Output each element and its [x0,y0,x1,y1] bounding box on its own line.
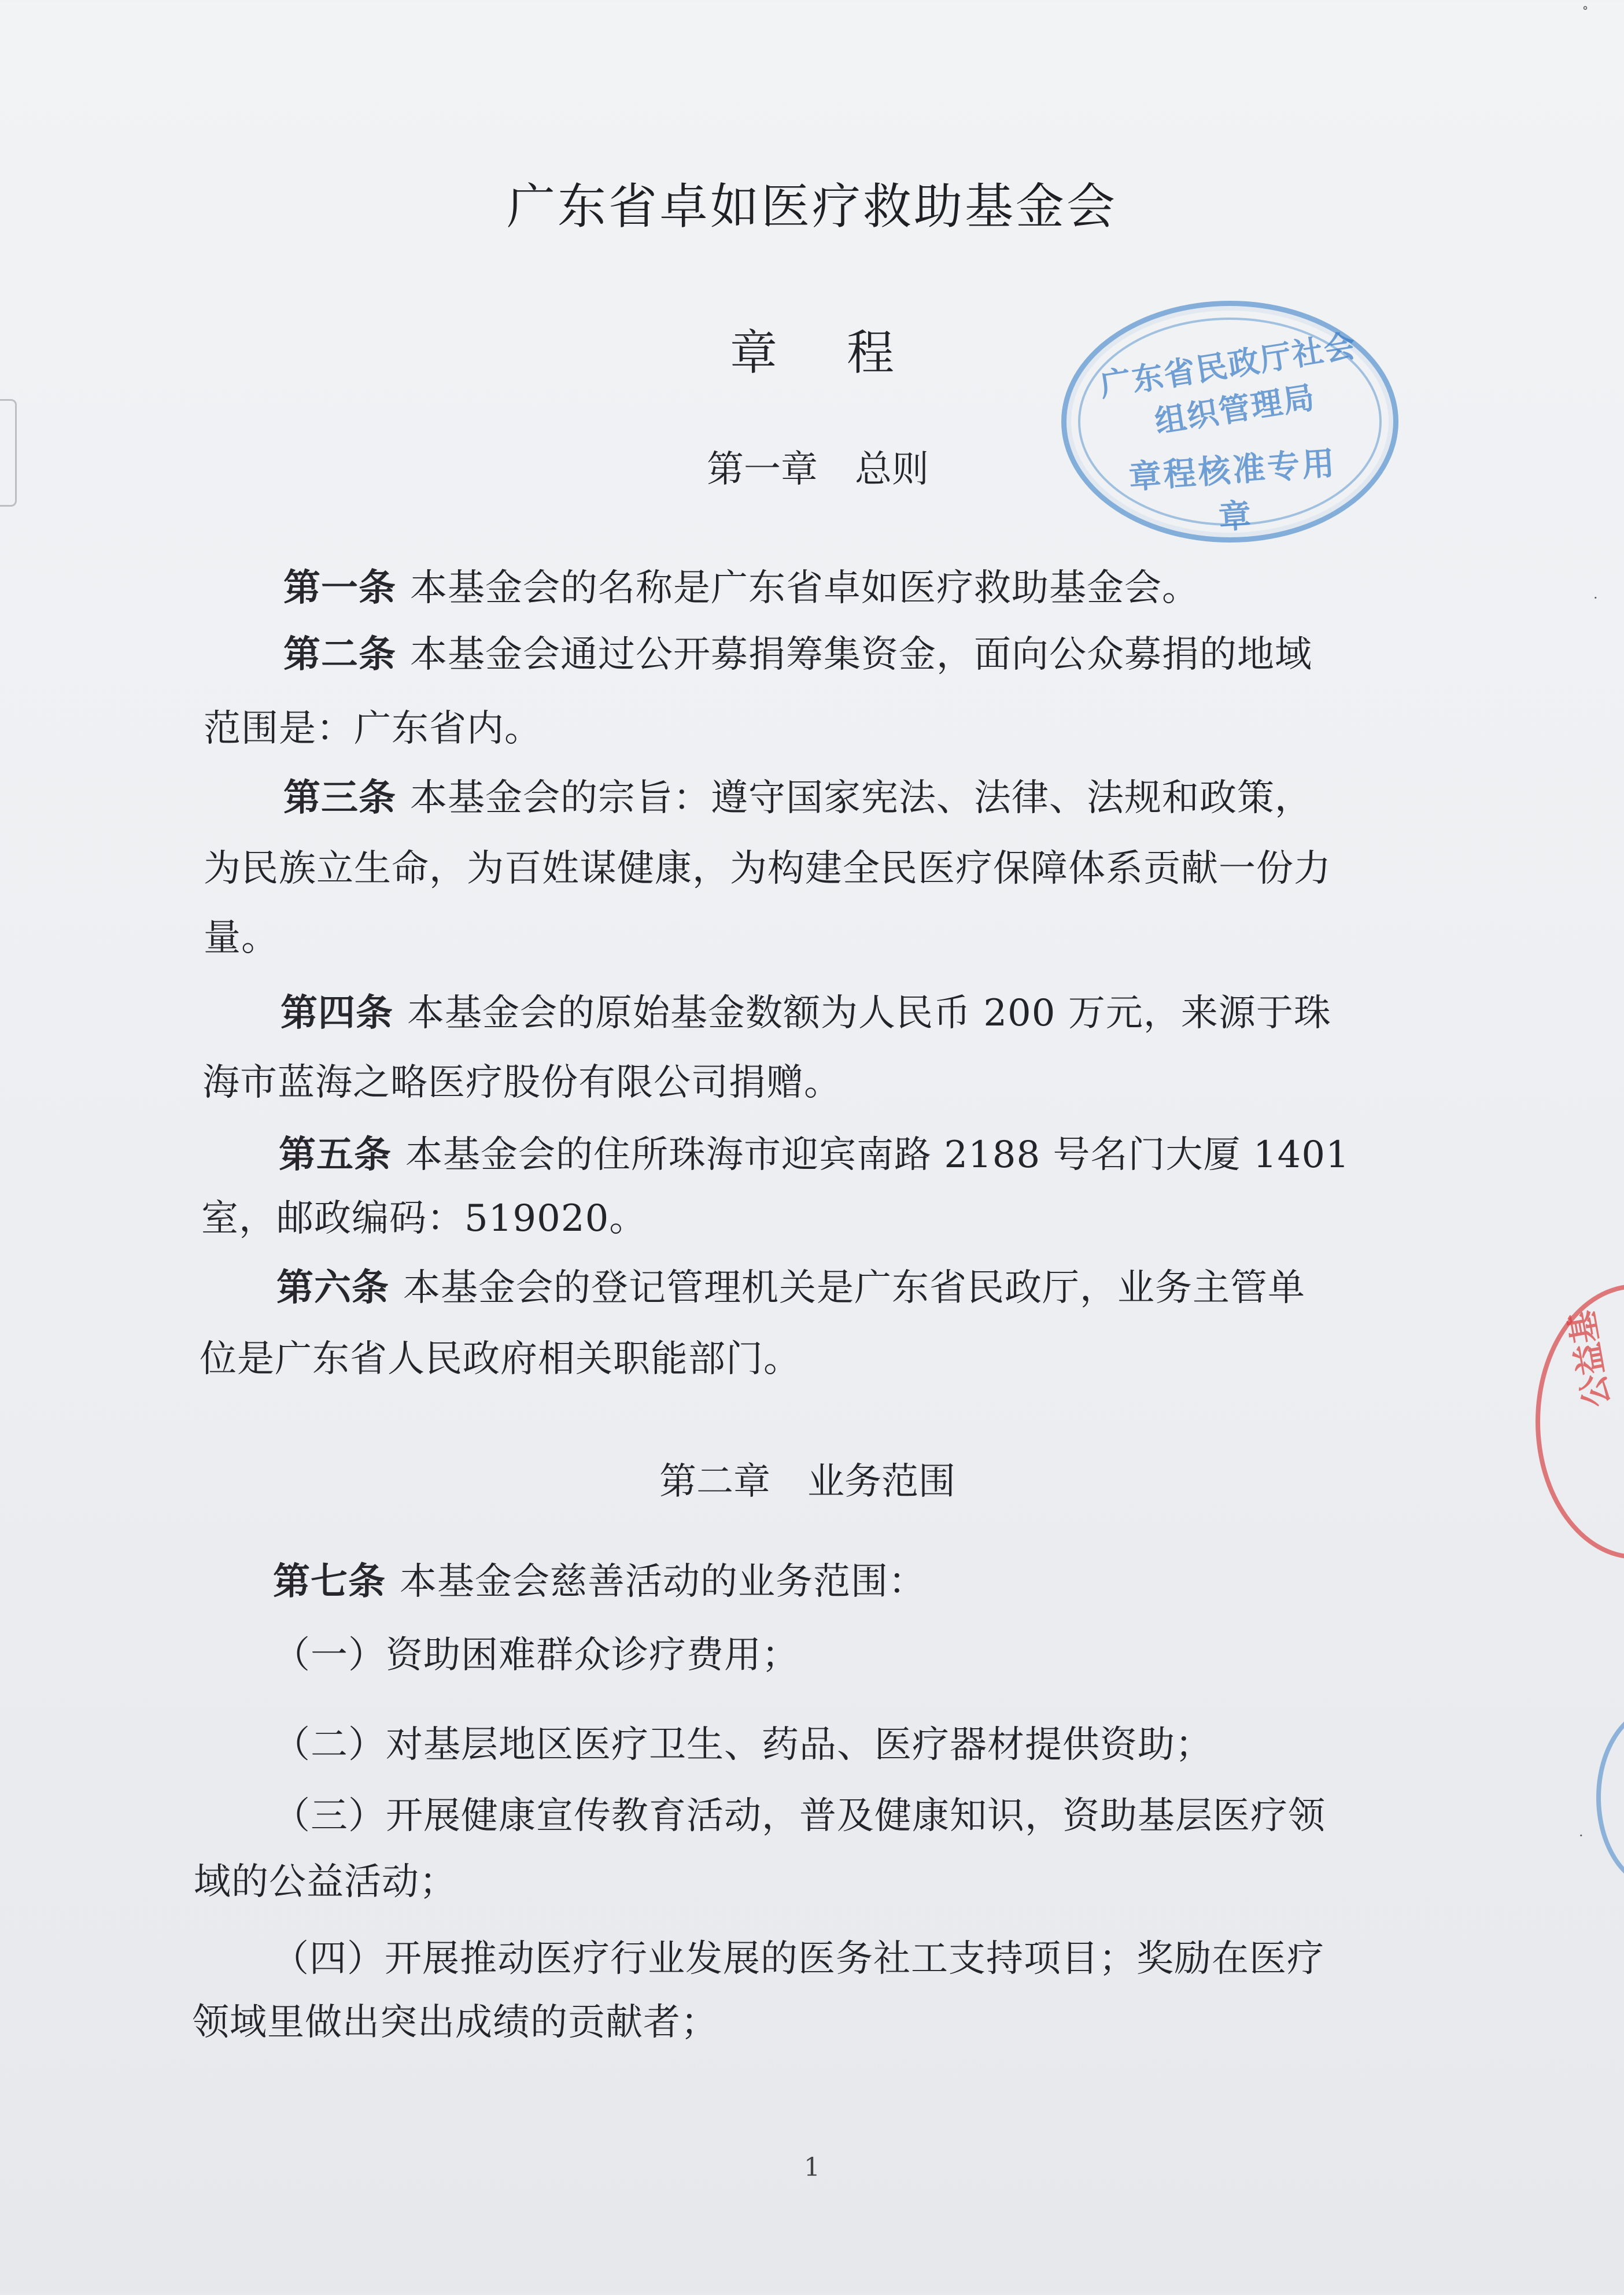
article-4 [280,992,1331,1035]
article-label: 第三条 [283,777,396,820]
approval-stamp [1061,301,1398,543]
scope-item-1: （一）资助困难群众诊疗费用； [273,1634,799,1677]
document-subtitle: 章程 [729,326,964,381]
article-text: 本基金会慈善活动的业务范围： [400,1560,926,1603]
article-5-cont: 室，邮政编码：519020。 [201,1197,647,1240]
binder-hole-mark [0,399,17,507]
article-text: 本基金会通过公开募捐筹集资金，面向公众募捐的地域 [410,633,1312,676]
scope-item-4-cont: 领域里做出突出成绩的贡献者； [192,2001,718,2044]
corner-mark: ˚ [1582,6,1589,22]
scope-item-4: （四）开展推动医疗行业发展的医务社工支持项目；奖励在医疗 [272,1938,1324,1980]
article-text: 本基金会的登记管理机关是广东省民政厅，业务主管单 [403,1267,1305,1309]
article-label: 第一条 [283,567,396,610]
document-title: 广东省卓如医疗救助基金会 [506,178,1117,235]
article-1 [283,567,1199,610]
article-7 [273,1560,926,1603]
scope-item-3: （三）开展健康宣传教育活动，普及健康知识，资助基层医疗领 [273,1795,1326,1838]
scope-item-2: （二）对基层地区医疗卫生、药品、医疗器材提供资助； [273,1724,1213,1766]
article-4-cont: 海市蓝海之略医疗股份有限公司捐赠。 [202,1061,841,1104]
article-text: 本基金会的住所珠海市迎宾南路 2188 号名门大厦 1401 [405,1134,1350,1176]
stamp-bottom-text: 章程核准专用章 [1127,444,1338,537]
article-3 [283,777,1312,820]
article-label: 第七条 [273,1560,386,1603]
article-label: 第二条 [283,633,396,676]
article-label: 第四条 [280,992,393,1035]
article-3-cont: 量。 [204,917,279,960]
article-6 [276,1267,1305,1309]
article-text: 本基金会的原始基金数额为人民币 200 万元，来源于珠 [407,992,1331,1035]
article-label: 第六条 [276,1267,389,1309]
chapter-2-heading: 第二章 业务范围 [659,1460,955,1503]
article-text: 本基金会的名称是广东省卓如医疗救助基金会。 [410,567,1199,610]
article-6-cont: 位是广东省人民政府相关职能部门。 [200,1338,801,1381]
margin-mark: · [1593,590,1598,606]
article-5 [279,1134,1350,1176]
article-2 [283,633,1312,676]
red-seal-text: 公益基 [1563,1308,1617,1410]
article-label: 第五条 [279,1134,392,1176]
article-text: 本基金会的宗旨：遵守国家宪法、法律、法规和政策， [410,777,1312,820]
article-2-cont: 范围是：广东省内。 [204,707,542,750]
scope-item-3-cont: 域的公益活动； [194,1861,457,1903]
chapter-1-heading: 第一章 总则 [707,448,929,491]
blue-seal-partial [1596,1706,1624,1889]
stamp-top-text: 广东省民政厅社会组织管理局 [1097,327,1359,440]
page-number: 1 [804,2153,820,2182]
article-3-cont: 为民族立生命，为百姓谋健康，为构建全民医疗保障体系贡献一份力 [204,847,1331,890]
margin-mark: · [1579,1828,1584,1844]
